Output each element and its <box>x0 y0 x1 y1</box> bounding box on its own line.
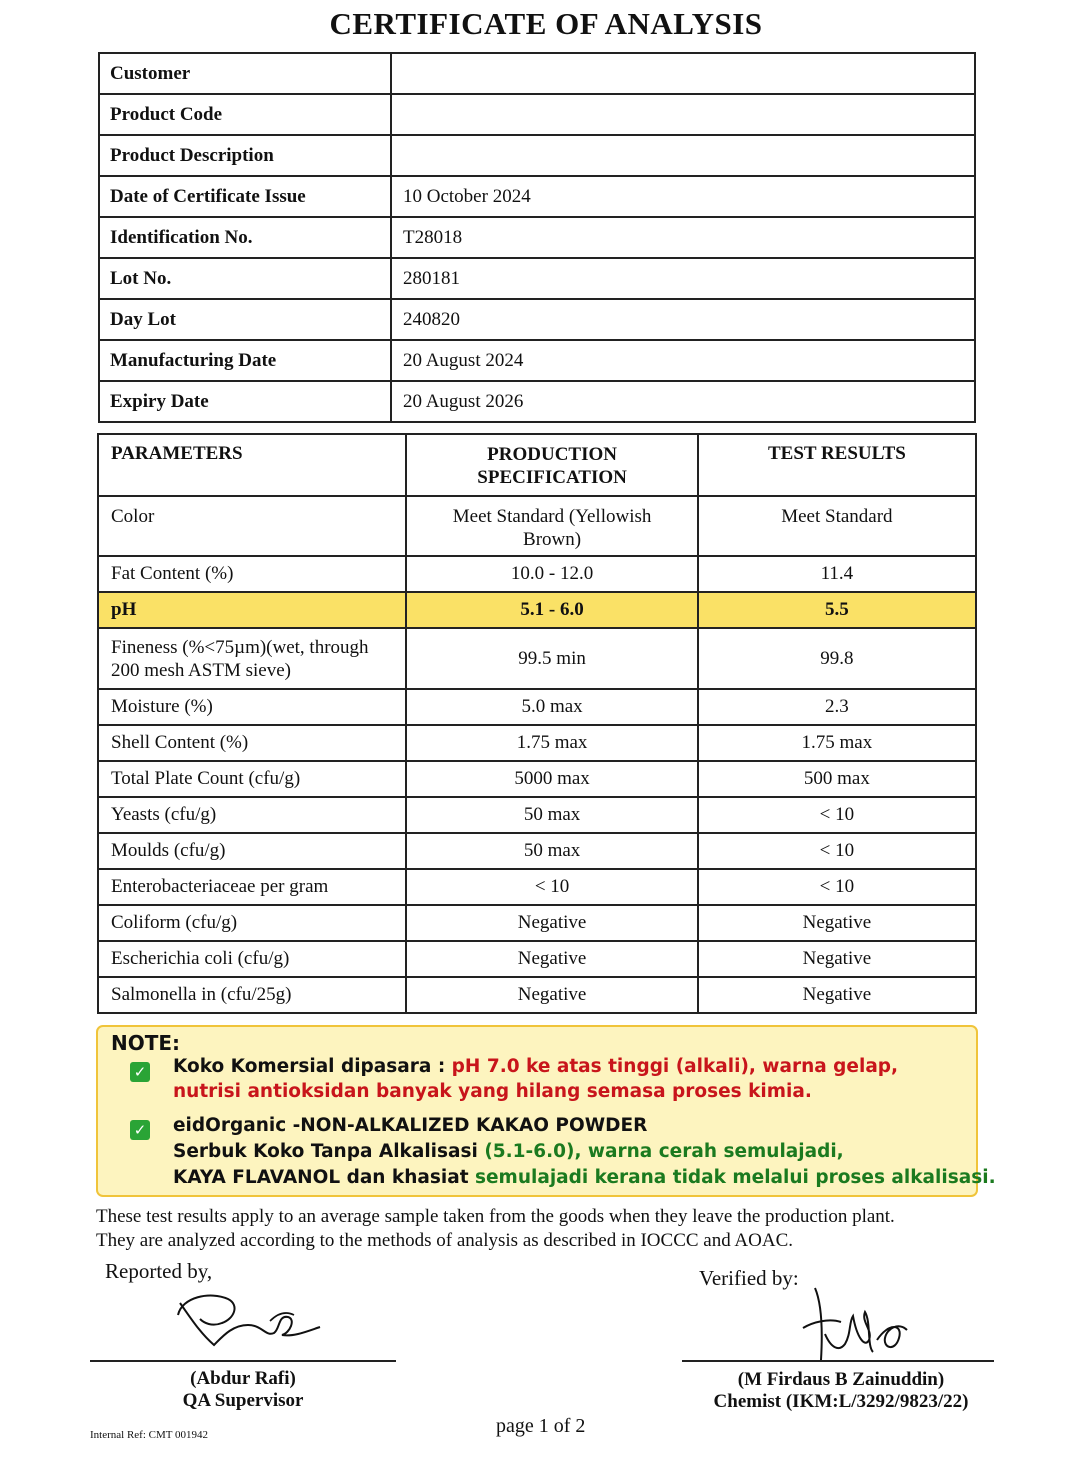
info-row <box>99 217 975 258</box>
spec-cell: 50 max <box>406 797 697 833</box>
spec-cell: 5.1 - 6.0 <box>406 592 697 628</box>
param-cell: Escherichia coli (cfu/g) <box>98 941 406 977</box>
result-cell: 500 max <box>698 761 976 797</box>
reporter-name: (Abdur Rafi) <box>190 1368 296 1389</box>
document-title: CERTIFICATE OF ANALYSIS <box>329 6 763 41</box>
info-row <box>99 381 975 422</box>
applicability-statement <box>96 1205 895 1253</box>
note-title: NOTE: <box>111 1031 181 1055</box>
note-item2-line2-green: (5.1-6.0), warna cerah semulajadi, <box>484 1141 844 1162</box>
table-row <box>98 761 976 797</box>
info-label: Identification No. <box>99 217 391 258</box>
note-item2-line3 <box>173 1167 996 1188</box>
header-spec-line1: PRODUCTION <box>487 444 617 465</box>
result-cell: 2.3 <box>698 689 976 725</box>
parameters-table <box>97 433 977 1014</box>
table-row <box>98 628 976 689</box>
info-row <box>99 340 975 381</box>
reporter-signature-line <box>90 1360 396 1362</box>
spec-cell <box>406 496 697 556</box>
info-row <box>99 94 975 135</box>
info-label: Date of Certificate Issue <box>99 176 391 217</box>
param-cell: Total Plate Count (cfu/g) <box>98 761 406 797</box>
spec-cell: 1.75 max <box>406 725 697 761</box>
info-label: Product Code <box>99 94 391 135</box>
info-row <box>99 258 975 299</box>
result-cell: < 10 <box>698 833 976 869</box>
spec-cell: < 10 <box>406 869 697 905</box>
param-cell: Moisture (%) <box>98 689 406 725</box>
param-line2: 200 mesh ASTM sieve) <box>111 659 291 681</box>
note-box <box>96 1025 996 1197</box>
info-label: Expiry Date <box>99 381 391 422</box>
info-value <box>391 53 975 94</box>
info-label: Product Description <box>99 135 391 176</box>
table-row <box>98 977 976 1013</box>
reporter-signature <box>170 1285 330 1355</box>
spec-cell: 5000 max <box>406 761 697 797</box>
spec-line2: Brown) <box>523 529 582 550</box>
info-value: 20 August 2024 <box>391 340 975 381</box>
param-cell <box>98 628 406 689</box>
page-number: page 1 of 2 <box>496 1415 586 1437</box>
spec-cell: 10.0 - 12.0 <box>406 556 697 592</box>
spec-cell: Negative <box>406 977 697 1013</box>
note-item1-red-line2: nutrisi antioksidan banyak yang hilang semasa proses kimia. <box>173 1081 812 1102</box>
internal-reference: Internal Ref: CMT 001942 <box>90 1429 209 1441</box>
result-cell: 5.5 <box>698 592 976 628</box>
info-value: T28018 <box>391 217 975 258</box>
result-cell: 99.8 <box>698 628 976 689</box>
info-value: 240820 <box>391 299 975 340</box>
header-parameters: PARAMETERS <box>98 434 406 496</box>
checkmark-icon: ✓ <box>130 1120 150 1140</box>
table-row <box>98 797 976 833</box>
info-value: 10 October 2024 <box>391 176 975 217</box>
param-cell: Enterobacteriaceae per gram <box>98 869 406 905</box>
spec-cell: 99.5 min <box>406 628 697 689</box>
spec-cell: 50 max <box>406 833 697 869</box>
note-item2-line3-dark: KAYA FLAVANOL dan khasiat <box>173 1167 475 1188</box>
param-cell: Color <box>98 496 406 556</box>
param-cell: Yeasts (cfu/g) <box>98 797 406 833</box>
header-spec-line2: SPECIFICATION <box>477 467 627 488</box>
table-row <box>98 941 976 977</box>
table-row <box>98 556 976 592</box>
info-label: Lot No. <box>99 258 391 299</box>
info-label: Day Lot <box>99 299 391 340</box>
note-item2-line1: eidOrganic -NON-ALKALIZED KAKAO POWDER <box>173 1115 648 1136</box>
info-row <box>99 53 975 94</box>
info-value: 280181 <box>391 258 975 299</box>
result-cell: Negative <box>698 905 976 941</box>
result-cell: Negative <box>698 977 976 1013</box>
table-row <box>98 496 976 556</box>
result-cell: < 10 <box>698 797 976 833</box>
info-value: 20 August 2026 <box>391 381 975 422</box>
note-item1-lead: Koko Komersial dipasara : <box>173 1056 452 1077</box>
param-cell: Shell Content (%) <box>98 725 406 761</box>
result-cell: 11.4 <box>698 556 976 592</box>
info-value <box>391 135 975 176</box>
info-value <box>391 94 975 135</box>
note-item2-line2 <box>173 1141 844 1162</box>
note-item2-line2-dark: Serbuk Koko Tanpa Alkalisasi <box>173 1141 485 1162</box>
verifier-block <box>682 1369 1000 1413</box>
header-test-results: TEST RESULTS <box>698 434 976 496</box>
info-label: Customer <box>99 53 391 94</box>
param-cell: Fat Content (%) <box>98 556 406 592</box>
table-row-highlighted <box>98 592 976 628</box>
checkmark-icon: ✓ <box>130 1062 150 1082</box>
verifier-name: (M Firdaus B Zainuddin) <box>737 1369 945 1390</box>
note-item1-line1 <box>173 1056 898 1077</box>
applicability-line2: They are analyzed according to the methods of analysis as described in IOCCC and AOAC. <box>96 1230 794 1251</box>
header-production-specification <box>406 434 697 496</box>
result-cell: 1.75 max <box>698 725 976 761</box>
info-row <box>99 299 975 340</box>
reporter-block <box>90 1368 396 1412</box>
info-row <box>99 176 975 217</box>
param-cell: Moulds (cfu/g) <box>98 833 406 869</box>
param-cell: Salmonella in (cfu/25g) <box>98 977 406 1013</box>
spec-cell: Negative <box>406 905 697 941</box>
info-row <box>99 135 975 176</box>
result-cell: < 10 <box>698 869 976 905</box>
note-item1-red-line1: pH 7.0 ke atas tinggi (alkali), warna gelap, <box>451 1056 899 1077</box>
reported-by-label: Reported by, <box>105 1259 213 1283</box>
applicability-line1: These test results apply to an average sample taken from the goods when they leave the production plant. <box>96 1206 895 1227</box>
verifier-signature-line <box>682 1360 994 1362</box>
spec-line1: Meet Standard (Yellowish <box>452 506 652 527</box>
verified-by-label: Verified by: <box>699 1266 799 1290</box>
verifier-signature <box>795 1282 915 1367</box>
verifier-title: Chemist (IKM:L/3292/9823/22) <box>713 1391 969 1412</box>
spec-cell: 5.0 max <box>406 689 697 725</box>
parameters-header-row <box>98 434 976 496</box>
param-cell: Coliform (cfu/g) <box>98 905 406 941</box>
table-row <box>98 833 976 869</box>
reporter-title: QA Supervisor <box>182 1390 304 1411</box>
spec-cell: Negative <box>406 941 697 977</box>
param-line1: Fineness (%<75µm)(wet, through <box>111 636 369 658</box>
result-cell: Negative <box>698 941 976 977</box>
certificate-info-table <box>98 52 976 423</box>
table-row <box>98 689 976 725</box>
result-cell: Meet Standard <box>698 496 976 556</box>
table-row <box>98 725 976 761</box>
table-row <box>98 869 976 905</box>
info-label: Manufacturing Date <box>99 340 391 381</box>
table-row <box>98 905 976 941</box>
param-cell: pH <box>98 592 406 628</box>
note-item2-line3-green: semulajadi kerana tidak melalui proses alkalisasi. <box>475 1167 996 1188</box>
